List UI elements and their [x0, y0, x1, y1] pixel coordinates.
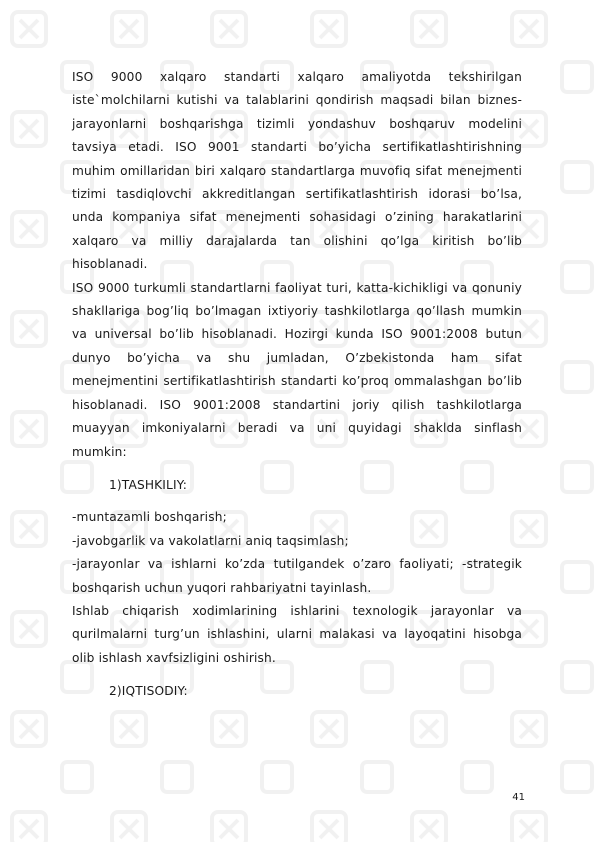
- section-heading-economic: 2)IQTISODIY:: [109, 684, 188, 699]
- list-item: -muntazamli boshqarish;: [72, 510, 227, 525]
- paragraph-iso-9000-intro: ISO 9000 xalqaro standarti xalqaro amaliyotda tekshirilgan iste`molchilarni kutishi va talablarini qondirish maqsadi bilan biznes-jarayonlarni boshqarishga tizimli yondashuv boshqaruv modelini tavsiya etadi. ISO 9001 standarti bo’yicha sertifikatlashtirishning muhim omillaridan biri xalqaro standartlarga muvofiq sifat menejmenti tizimi tasdiqlovchi akkreditlangan sertifikatlashtirish idorasi bo’lsa, unda kompaniya sifat menejmenti sohasidagi o’zining harakatlarini xalqaro va milliy darajalarda tan olishini qo’lga kiritish bo’lib hisoblanadi.: [72, 70, 522, 272]
- section-heading-organizational: 1)TASHKILIY:: [109, 477, 187, 492]
- paragraph-production-staff: Ishlab chiqarish xodimlarining ishlarini texnologik jarayonlar va qurilmalarni turg’un ishlashini, ularni malakasi va layoqatini hisobga olib ishlash xavfsizligini oshirish.: [72, 603, 522, 665]
- document-page: [72, 66, 522, 713]
- list-item-paragraph: -jarayonlar va ishlarni ko’zda tutilgandek o’zaro faoliyati; -strategik boshqarish uchun yuqori rahbariyatni tayinlash.: [72, 557, 522, 595]
- paragraph-iso-9000-series: ISO 9000 turkumli standartlarni faoliyat turi, katta-kichikligi va qonuniy shakllariga bog’liq bo’lmagan ixtiyoriy tashkilotlarga qo’llash mumkin va universal bo’lib hisoblanadi. Hozirgi kunda ISO 9001:2008 butun dunyo bo’yicha va shu jumladan, O’zbekistonda ham sifat menejmentini sertifikatlashtirish standarti ko’proq ommalashgan bo’lib hisoblanadi. ISO 9001:2008 standartini joriy qilish tashkilotlarga muayyan imkoniyalarni beradi va uni quyidagi shaklda sinflash mumkin:: [72, 280, 522, 459]
- list-item: -javobgarlik va vakolatlarni aniq taqsimlash;: [72, 533, 349, 548]
- page-number: 41: [512, 792, 525, 803]
